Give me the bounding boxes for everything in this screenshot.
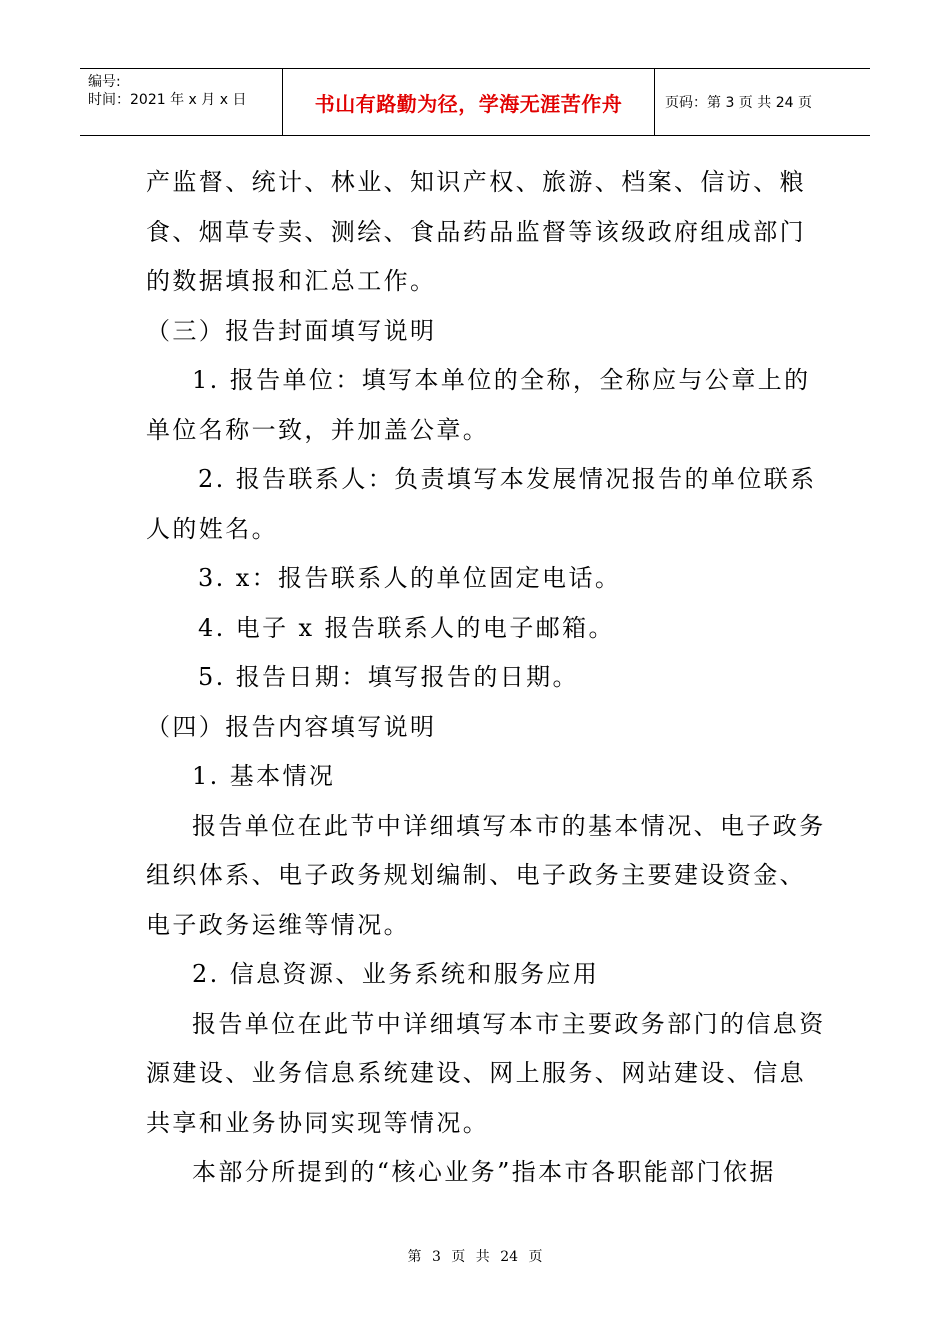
text-line: 组织体系、电子政务规划编制、电子政务主要建设资金、 xyxy=(146,861,806,889)
text-line: 本部分所提到的“核心业务”指本市各职能部门依据 xyxy=(192,1158,776,1186)
section-heading: （三）报告封面填写说明 xyxy=(146,316,437,345)
header-page-info: 页码：第 3 页 共 24 页 xyxy=(665,95,812,111)
page-footer: 第 3 页 共 24 页 xyxy=(407,1249,543,1265)
header-motto: 书山有路勤为径，学海无涯苦作舟 xyxy=(283,69,655,135)
page-header xyxy=(80,68,870,136)
text-line: 电子政务运维等情况。 xyxy=(146,910,410,939)
subsection-heading: 2. 信息资源、业务系统和服务应用 xyxy=(192,960,600,988)
text-line: 报告单位在此节中详细填写本市主要政务部门的信息资 xyxy=(192,1009,826,1038)
text-line: 单位名称一致，并加盖公章。 xyxy=(146,415,490,444)
subsection-heading: 1. 基本情况 xyxy=(192,762,336,790)
text-line: 人的姓名。 xyxy=(146,514,278,543)
text-line: 源建设、业务信息系统建设、网上服务、网站建设、信息 xyxy=(146,1059,806,1087)
text-line: 食、烟草专卖、测绘、食品药品监督等该级政府组成部门 xyxy=(146,217,806,246)
section-heading: （四）报告内容填写说明 xyxy=(146,712,437,741)
time-label: 时间：2021 年 x 月 x 日 xyxy=(88,92,247,108)
document-body xyxy=(146,158,826,1198)
text-line: 1. 报告单位：填写本单位的全称，全称应与公章上的 xyxy=(192,366,811,394)
text-line: 的数据填报和汇总工作。 xyxy=(146,267,437,295)
header-meta xyxy=(80,69,283,135)
text-line: 4. 电子 x 报告联系人的电子邮箱。 xyxy=(198,613,615,642)
number-label: 编号: xyxy=(88,74,121,90)
text-line: 产监督、统计、林业、知识产权、旅游、档案、信访、粮 xyxy=(146,168,806,196)
text-line: 共享和业务协同实现等情况。 xyxy=(146,1108,490,1137)
text-line: 报告单位在此节中详细填写本市的基本情况、电子政务 xyxy=(192,811,826,840)
text-line: 5. 报告日期：填写报告的日期。 xyxy=(198,663,579,691)
text-line: 3. x：报告联系人的单位固定电话。 xyxy=(198,564,622,592)
text-line: 2. 报告联系人：负责填写本发展情况报告的单位联系 xyxy=(198,465,817,493)
